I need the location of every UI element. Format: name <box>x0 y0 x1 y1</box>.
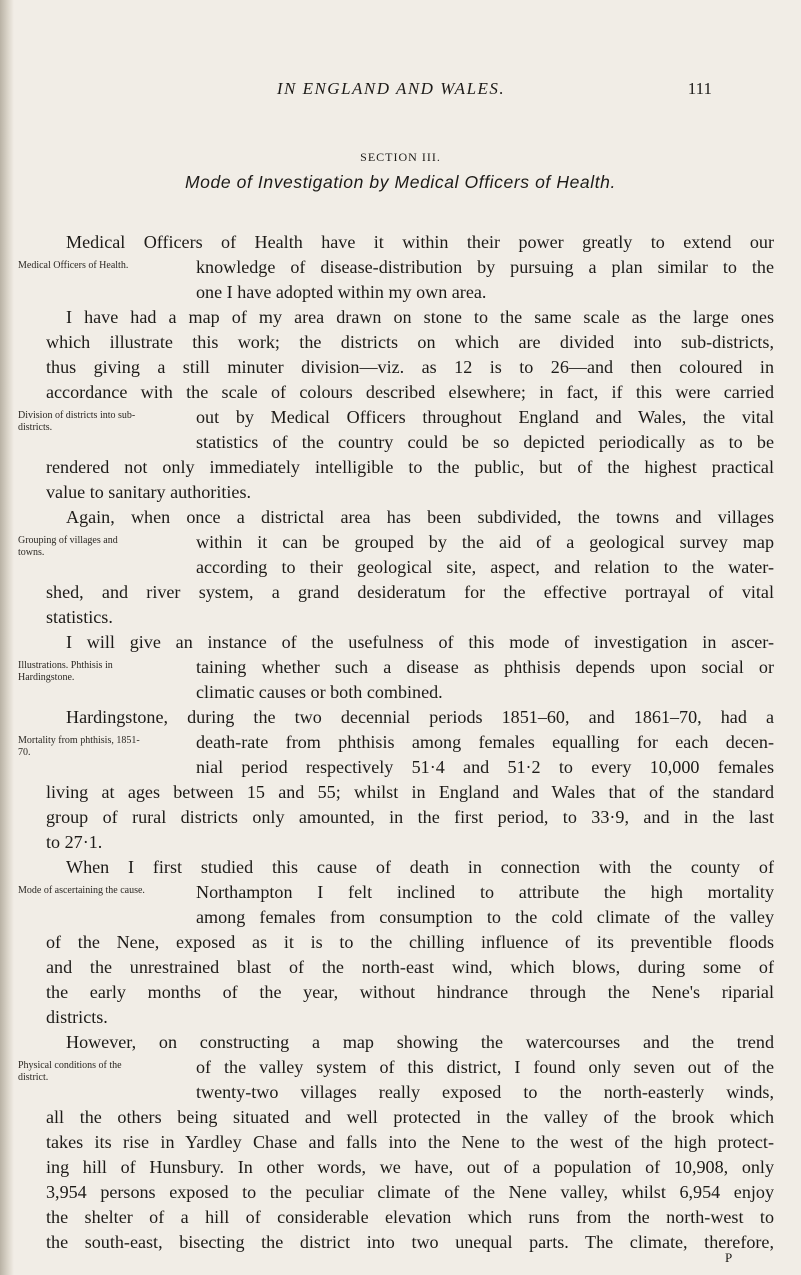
text-line: statistics. <box>46 607 113 627</box>
text-line: among females from consumption to the cold climate of the valley <box>196 907 774 927</box>
text-line: one I have adopted within my own area. <box>196 282 487 302</box>
sidenote-medical-officers: Medical Officers of Health. <box>18 260 129 271</box>
text-line: nial period respectively 51·4 and 51·2 to every 10,000 females <box>196 757 774 777</box>
text-line: Medical Officers of Health have it within their power greatly to extend our <box>66 232 774 252</box>
text-line: death-rate from phthisis among females equalling for each decen- <box>196 732 774 752</box>
text-line: districts. <box>46 1007 108 1027</box>
text-line: within it can be grouped by the aid of a geological survey map <box>196 532 774 552</box>
text-line: the south-east, bisecting the district into two unequal parts. The climate, therefore, <box>46 1232 774 1252</box>
sidenote-illustrations-phthisis: Illustrations. Phthisis in Hardingstone. <box>18 660 113 683</box>
text-line: of the Nene, exposed as it is to the chilling influence of its preventible floods <box>46 932 774 952</box>
text-line: which illustrate this work; the districts on which are divided into sub-districts, <box>46 332 774 352</box>
text-line: Again, when once a districtal area has been subdivided, the towns and villages <box>66 507 774 527</box>
text-line: rendered not only immediately intelligible to the public, but of the highest practical <box>46 457 774 477</box>
text-line: group of rural districts only amounted, in the first period, to 33·9, and in the last <box>46 807 774 827</box>
text-line: according to their geological site, aspect, and relation to the water- <box>196 557 774 577</box>
text-line: taining whether such a disease as phthisis depends upon social or <box>196 657 774 677</box>
section-heading: Mode of Investigation by Medical Officers of Health. <box>185 172 616 192</box>
text-line: the shelter of a hill of considerable elevation which runs from the north-west to <box>46 1207 774 1227</box>
text-line: I will give an instance of the usefulness of this mode of investigation in ascer- <box>66 632 774 652</box>
text-line: 3,954 persons exposed to the peculiar climate of the Nene valley, whilst 6,954 enjoy <box>46 1182 774 1202</box>
text-line: thus giving a still minuter division—viz. as 12 is to 26—and then coloured in <box>46 357 774 377</box>
text-line: to 27·1. <box>46 832 103 852</box>
text-line: accordance with the scale of colours described elsewhere; in fact, if this were carried <box>46 382 774 402</box>
running-header <box>70 79 712 103</box>
sidenote-grouping-villages: Grouping of villages and towns. <box>18 535 118 558</box>
text-line: all the others being situated and well protected in the valley of the brook which <box>46 1107 774 1127</box>
text-line: knowledge of disease-distribution by pursuing a plan similar to the <box>196 257 774 277</box>
text-line: of the valley system of this district, I found only seven out of the <box>196 1057 774 1077</box>
text-line: shed, and river system, a grand desideratum for the effective portrayal of vital <box>46 582 774 602</box>
text-line: statistics of the country could be so depicted periodically as to be <box>196 432 774 452</box>
text-line: out by Medical Officers throughout England and Wales, the vital <box>196 407 774 427</box>
text-line: Hardingstone, during the two decennial periods 1851–60, and 1861–70, had a <box>66 707 774 727</box>
page-number: 111 <box>687 79 712 98</box>
text-line: climatic causes or both combined. <box>196 682 443 702</box>
signature-mark: P <box>725 1250 733 1265</box>
text-line: I have had a map of my area drawn on stone to the same scale as the large ones <box>66 307 774 327</box>
running-title: IN ENGLAND AND WALES. <box>276 79 506 98</box>
text-line: and the unrestrained blast of the north-east wind, which blows, during some of <box>46 957 774 977</box>
text-line: ing hill of Hunsbury. In other words, we have, out of a population of 10,908, only <box>46 1157 774 1177</box>
text-line: When I first studied this cause of death in connection with the county of <box>66 857 774 877</box>
sidenote-division-of-districts: Division of districts into sub-districts. <box>18 410 136 433</box>
text-line: living at ages between 15 and 55; whilst in England and Wales that of the standard <box>46 782 774 802</box>
text-line: takes its rise in Yardley Chase and falls into the Nene to the west of the high protect- <box>46 1132 774 1152</box>
text-line: twenty-two villages really exposed to the north-easterly winds, <box>196 1082 774 1102</box>
text-line: Northampton I felt inclined to attribute the high mortality <box>196 882 774 902</box>
sidenote-physical-conditions: Physical conditions of the district. <box>18 1060 122 1083</box>
sidenote-mortality-phthisis: Mortality from phthisis, 1851-70. <box>18 735 140 758</box>
section-label: SECTION III. <box>360 150 441 164</box>
text-line: value to sanitary authorities. <box>46 482 252 502</box>
sidenote-mode-of-ascertaining: Mode of ascertaining the cause. <box>18 885 145 896</box>
text-line: the early months of the year, without hindrance through the Nene's riparial <box>46 982 774 1002</box>
text-line: However, on constructing a map showing the watercourses and the trend <box>66 1032 774 1052</box>
